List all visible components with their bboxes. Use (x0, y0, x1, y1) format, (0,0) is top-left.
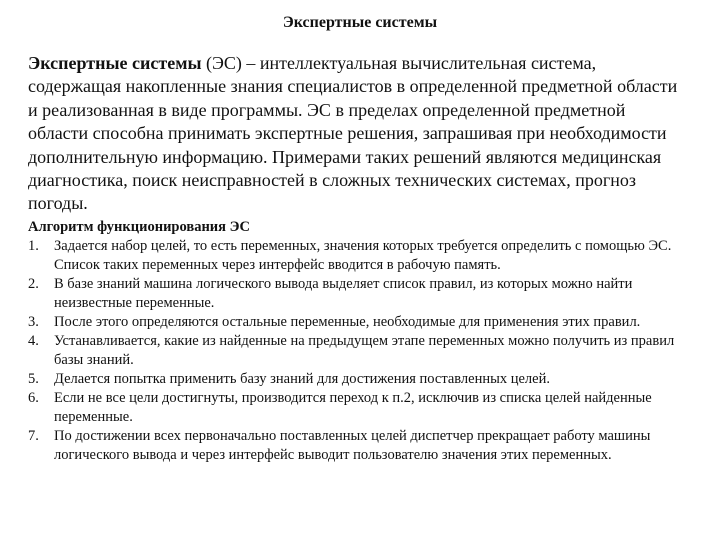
step-number: 2. (28, 276, 39, 292)
list-item (28, 332, 688, 370)
list-item (28, 389, 688, 427)
step-text: Задается набор целей, то есть переменных, значения которых требуется определить с помощью ЭС. Список таких переменных через интерфейс вводится в рабочую память. (54, 238, 672, 273)
step-text: Устанавливается, какие из найденные на предыдущем этапе переменных можно получить из правил базы знаний. (54, 333, 675, 368)
step-text: В базе знаний машина логического вывода выделяет список правил, из которых можно найти неизвестные переменные. (54, 276, 633, 311)
intro-term: Экспертные системы (28, 53, 202, 73)
list-item (28, 370, 688, 389)
list-item (28, 313, 688, 332)
list-item (28, 275, 688, 313)
algorithm-heading: Алгоритм функционирования ЭС (28, 219, 250, 235)
step-number: 1. (28, 238, 39, 254)
step-text: После этого определяются остальные переменные, необходимые для применения этих правил. (54, 314, 641, 330)
step-text: Если не все цели достигнуты, производится переход к п.2, исключив из списка целей найденные переменные. (54, 390, 652, 425)
step-text: По достижении всех первоначально поставленных целей диспетчер прекращает работу машины логического вывода и через интерфейс выводит пользователю значения этих переменных. (54, 428, 651, 463)
step-text: Делается попытка применить базу знаний для достижения поставленных целей. (54, 371, 550, 387)
step-number: 7. (28, 428, 39, 444)
list-item (28, 237, 688, 275)
intro-paragraph (28, 52, 688, 216)
list-item (28, 427, 688, 465)
algorithm-steps-list (28, 237, 688, 465)
step-number: 3. (28, 314, 39, 330)
page-title: Экспертные системы (282, 14, 438, 31)
step-number: 6. (28, 390, 39, 406)
intro-text: (ЭС) – интеллектуальная вычислительная система, содержащая накопленные знания специалистов в определенной предметной области и реализованная в виде программы. ЭС в пределах определенной предметной области способна принимать экспертные решения, запрашивая при необходимости дополнительную информацию. Примерами таких решений являются медицинская диагностика, поиск неисправностей в сложных технических системах, прогноз погоды. (28, 53, 678, 214)
step-number: 5. (28, 371, 39, 387)
step-number: 4. (28, 333, 39, 349)
algorithm-section (28, 218, 688, 465)
